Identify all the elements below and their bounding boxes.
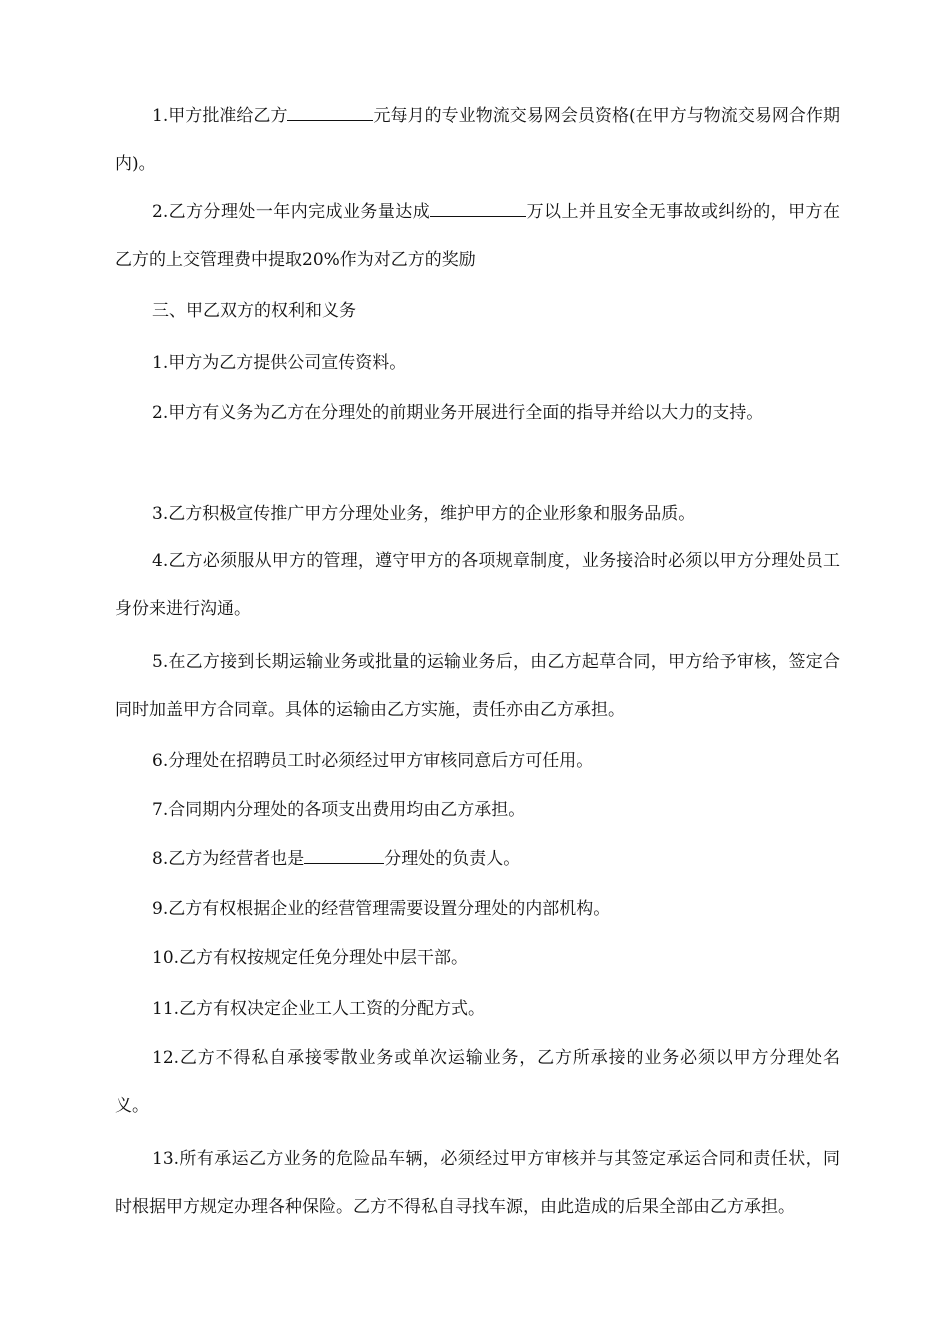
paragraph-clause-12: 12.乙方不得私自承接零散业务或单次运输业务，乙方所承接的业务必须以甲方分理处名义。	[115, 1048, 840, 1116]
fill-in-blank-amount[interactable]	[287, 103, 373, 121]
fill-in-blank-manager[interactable]	[304, 846, 384, 864]
paragraph-clause-8	[115, 835, 840, 883]
paragraph-clause-5: 5.在乙方接到长期运输业务或批量的运输业务后，由乙方起草合同，甲方给予审核，签定合同时加盖甲方合同章。具体的运输由乙方实施，责任亦由乙方承担。	[115, 652, 840, 720]
paragraph-clause-9: 9.乙方有权根据企业的经营管理需要设置分理处的内部机构。	[152, 899, 611, 919]
fill-in-blank-volume[interactable]	[430, 199, 526, 217]
paragraph-clause-11: 11.乙方有权决定企业工人工资的分配方式。	[152, 999, 486, 1019]
paragraph-clause-3: 3.乙方积极宣传推广甲方分理处业务，维护甲方的企业形象和服务品质。	[152, 504, 696, 524]
paragraph-clause-2: 2.甲方有义务为乙方在分理处的前期业务开展进行全面的指导并给以大力的支持。	[152, 403, 764, 423]
paragraph-clause-6: 6.分理处在招聘员工时必须经过甲方审核同意后方可任用。	[152, 751, 594, 771]
paragraph-text: 2.乙方分理处一年内完成业务量达成	[152, 202, 431, 222]
paragraph-text: 1.甲方批准给乙方	[152, 106, 288, 126]
paragraph-clause-4: 4.乙方必须服从甲方的管理，遵守甲方的各项规章制度，业务接洽时必须以甲方分理处员工身份来进行沟通。	[115, 551, 840, 619]
paragraph-clause-10: 10.乙方有权按规定任免分理处中层干部。	[152, 948, 469, 968]
paragraph-text: 元每月的专业物流交易网会员资格(在甲方与物流交易网合作期内)。	[115, 106, 840, 174]
paragraph-clause-13: 13.所有承运乙方业务的危险品车辆，必须经过甲方审核并与其签定承运合同和责任状，同时根据甲方规定办理各种保险。乙方不得私自寻找车源，由此造成的后果全部由乙方承担。	[115, 1149, 840, 1217]
paragraph-clause-7: 7.合同期内分理处的各项支出费用均由乙方承担。	[152, 800, 526, 820]
paragraph-text: 分理处的负责人。	[384, 849, 521, 869]
paragraph-text: 8.乙方为经营者也是	[152, 849, 305, 869]
paragraph-membership-approval	[115, 92, 840, 188]
paragraph-reward-clause	[115, 188, 840, 284]
section-heading-rights-obligations: 三、甲乙双方的权利和义务	[152, 301, 356, 321]
paragraph-text: 万以上并且安全无事故或纠纷的，甲方在乙方的上交管理费中提取20%作为对乙方的奖励	[115, 202, 840, 270]
paragraph-clause-1: 1.甲方为乙方提供公司宣传资料。	[152, 353, 407, 373]
